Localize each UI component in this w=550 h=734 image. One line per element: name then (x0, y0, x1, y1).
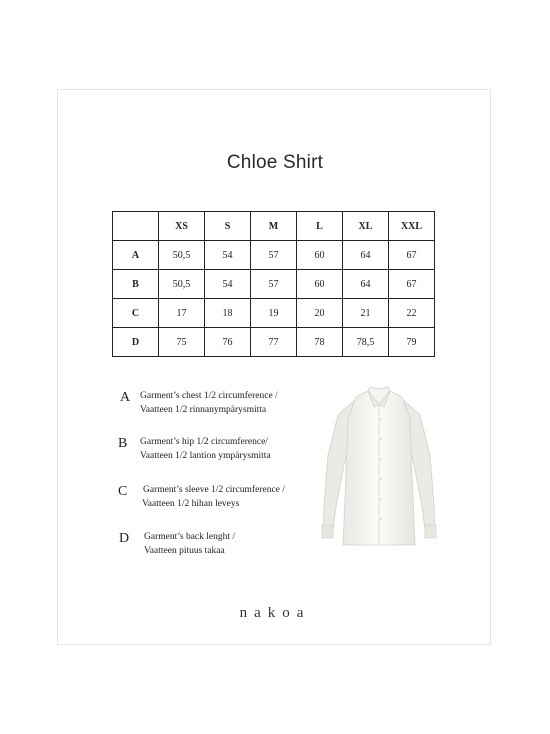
legend-letter: B (118, 436, 128, 451)
table-cell: 78,5 (343, 328, 389, 357)
legend-text-line2: Vaatteen 1/2 lantion ympärysmitta (140, 451, 271, 461)
table-cell: 57 (251, 270, 297, 299)
legend-text-line1: Garment’s sleeve 1/2 circumference / (143, 485, 285, 495)
legend-text-line1: Garment’s chest 1/2 circumference / (140, 391, 278, 401)
row-label: C (113, 299, 159, 328)
size-table (112, 211, 435, 357)
row-label: B (113, 270, 159, 299)
table-row (113, 299, 435, 328)
table-row (113, 241, 435, 270)
table-cell: 54 (205, 270, 251, 299)
table-cell: 20 (297, 299, 343, 328)
table-cell: 64 (343, 270, 389, 299)
legend-letter: A (120, 390, 131, 405)
table-cell: 17 (159, 299, 205, 328)
table-header-row (113, 212, 435, 241)
legend-letter: D (119, 531, 130, 546)
white-shirt-image (318, 385, 440, 553)
table-cell: 19 (251, 299, 297, 328)
table-cell: 22 (389, 299, 435, 328)
legend-text-line1: Garment’s back lenght / (144, 532, 236, 542)
table-cell: 76 (205, 328, 251, 357)
table-cell: 54 (205, 241, 251, 270)
table-cell: 77 (251, 328, 297, 357)
table-header-cell (113, 212, 159, 241)
legend-text-line2: Vaatteen 1/2 hihan leveys (142, 499, 240, 509)
table-cell: 64 (343, 241, 389, 270)
legend-letter: C (118, 484, 128, 499)
table-cell: 67 (389, 270, 435, 299)
table-cell: 50,5 (159, 241, 205, 270)
table-cell: 21 (343, 299, 389, 328)
row-label: D (113, 328, 159, 357)
table-row (113, 328, 435, 357)
table-cell: 50,5 (159, 270, 205, 299)
table-header-cell: L (297, 212, 343, 241)
table-cell: 78 (297, 328, 343, 357)
legend-text-line2: Vaatteen pituus takaa (144, 546, 225, 556)
table-cell: 57 (251, 241, 297, 270)
table-header-cell: XL (343, 212, 389, 241)
page-title: Chloe Shirt (226, 152, 324, 173)
table-header-cell: M (251, 212, 297, 241)
table-cell: 60 (297, 241, 343, 270)
table-row (113, 270, 435, 299)
row-label: A (113, 241, 159, 270)
brand-logo: nakoa (239, 605, 311, 621)
table-cell: 75 (159, 328, 205, 357)
table-cell: 18 (205, 299, 251, 328)
table-cell: 79 (389, 328, 435, 357)
table-header-cell: XXL (389, 212, 435, 241)
legend-text-line1: Garment’s hip 1/2 circumference/ (140, 437, 268, 447)
table-header-cell: XS (159, 212, 205, 241)
table-cell: 67 (389, 241, 435, 270)
table-header-cell: S (205, 212, 251, 241)
table-cell: 60 (297, 270, 343, 299)
legend-text-line2: Vaatteen 1/2 rinnanympärysmitta (140, 405, 267, 415)
